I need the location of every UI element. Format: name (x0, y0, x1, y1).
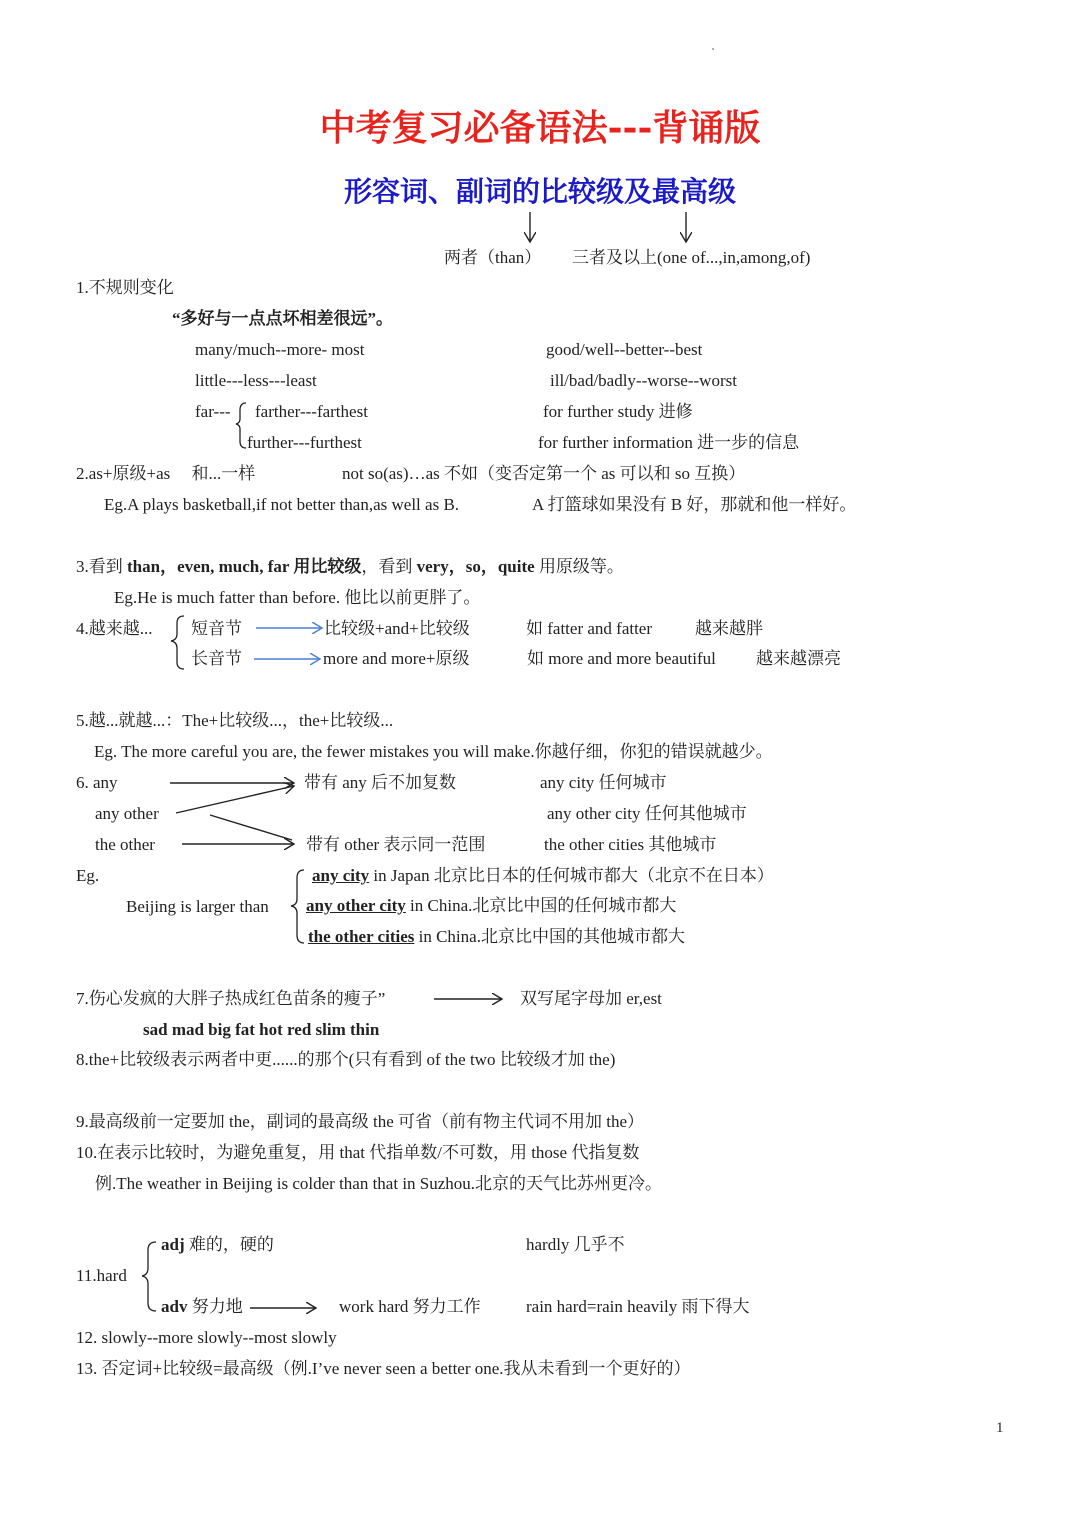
s13-rule: 13. 否定词+比较级=最高级（例.I’ve never seen a better one.我从未看到一个更好的） (76, 1359, 691, 1378)
s4-long-cn: 越来越漂亮 (756, 649, 841, 668)
s4-long: 长音节 (191, 649, 242, 668)
s6-any-other: any other (95, 804, 159, 823)
s7-mnemonic: 7.伤心发疯的大胖子热成红色苗条的瘦子” (76, 989, 386, 1008)
s9-rule: 9.最高级前一定要加 the，副词的最高级 the 可省（前有物主代词不用加 the） (76, 1112, 645, 1131)
s5-rule: 5.越...就越...：The+比较级...，the+比较级... (76, 711, 394, 730)
label-two: 两者（than） (444, 248, 542, 267)
s4-short: 短音节 (191, 619, 242, 638)
s1-far: far--- (195, 402, 231, 421)
s6-line-2: any other city in China.北京比中国的任何城市都大 (306, 896, 677, 915)
s10-example: 例.The weather in Beijing is colder than that in Suzhou.北京的天气比苏州更冷。 (95, 1174, 663, 1193)
far-brace (236, 403, 246, 448)
s4-label: 4.越来越... (76, 619, 153, 638)
page-number: 1 (996, 1420, 1004, 1436)
s6-any: 6. any (76, 773, 118, 792)
speck (712, 48, 714, 50)
s5-example: Eg. The more careful you are, the fewer mistakes you will make.你越仔细，你犯的错误就越少。 (94, 742, 773, 761)
s4-short-rule: 比较级+and+比较级 (324, 619, 470, 638)
s11-rain-hard: rain hard=rain heavily 雨下得大 (526, 1297, 750, 1316)
page-subtitle: 形容词、副词的比较级及最高级 (343, 175, 736, 208)
s1-row1-left: many/much--more- most (195, 340, 365, 359)
s6-beijing: Beijing is larger than (126, 897, 269, 916)
s11-hardly: hardly 几乎不 (526, 1235, 625, 1254)
s2-example-cn: A 打篮球如果没有 B 好，那就和他一样好。 (532, 495, 857, 514)
s1-mnemonic: “多好与一点点坏相差很远”。 (172, 309, 393, 328)
s7-words: sad mad big fat hot red slim thin (143, 1020, 380, 1039)
s4-short-cn: 越来越胖 (695, 619, 763, 638)
s6-example-any-other: any other city 任何其他城市 (547, 804, 747, 823)
s6-the-other: the other (95, 835, 155, 854)
s6-line-1: any city in Japan 北京比日本的任何城市都大（北京不在日本） (312, 866, 774, 885)
page-title: 中考复习必备语法---背诵版 (319, 107, 761, 149)
s11-adv: adv 努力地 (161, 1297, 243, 1316)
s8-rule: 8.the+比较级表示两者中更......的那个(只有看到 of the two 比较级才加 the) (76, 1050, 616, 1069)
s2-as-as: 2.as+原级+as 和...一样 (76, 464, 256, 483)
s1-row1-right: good/well--better--best (546, 340, 703, 359)
s1-farther: farther---farthest (255, 402, 368, 421)
s6-rule-any: 带有 any 后不加复数 (304, 773, 457, 792)
label-three: 三者及以上(one of...,in,among,of) (572, 248, 811, 267)
s4-long-rule: more and more+原级 (323, 649, 470, 668)
s6-eg: Eg. (76, 866, 100, 885)
s1-row2-left: little---less---least (195, 371, 317, 390)
s11-adj: adj 难的，硬的 (161, 1235, 274, 1254)
s11-work-hard: work hard 努力工作 (339, 1297, 481, 1316)
s2-example-en: Eg.A plays basketball,if not better than,as well as B. (104, 495, 460, 514)
s4-long-example: 如 more and more beautiful (527, 649, 716, 668)
s6-arrow-any-other-up (176, 786, 294, 813)
s2-not-so: not so(as)…as 不如（变否定第一个 as 可以和 so 互换） (342, 464, 746, 483)
s6-arrow-any-other-down (210, 815, 292, 840)
s12-rule: 12. slowly--more slowly--most slowly (76, 1328, 337, 1347)
s3-example: Eg.He is much fatter than before. 他比以前更胖了。 (114, 588, 481, 607)
s4-short-example: 如 fatter and fatter (526, 619, 653, 638)
s4-brace (171, 616, 184, 669)
s1-further-info: for further information 进一步的信息 (538, 433, 800, 452)
s11-brace (142, 1242, 156, 1311)
s6-brace (291, 870, 304, 943)
s1-further: further---furthest (247, 433, 362, 452)
s6-rule-other: 带有 other 表示同一范围 (306, 835, 486, 854)
s6-line-3: the other cities in China.北京比中国的其他城市都大 (308, 927, 685, 946)
s10-rule: 10.在表示比较时，为避免重复，用 that 代指单数/不可数，用 those 代指复数 (76, 1143, 640, 1162)
s7-rule: 双写尾字母加 er,est (520, 989, 662, 1008)
s3-rule: 3.看到 than，even, much, far 用比较级，看到 very，so，quite 用原级等。 (76, 557, 624, 576)
s1-row2-right: ill/bad/badly--worse--worst (550, 371, 737, 390)
s6-example-any: any city 任何城市 (540, 773, 667, 792)
s6-example-the-other: the other cities 其他城市 (544, 835, 717, 854)
s11-label: 11.hard (76, 1266, 127, 1285)
s1-heading: 1.不规则变化 (76, 278, 174, 297)
s1-further-study: for further study 进修 (543, 402, 693, 421)
